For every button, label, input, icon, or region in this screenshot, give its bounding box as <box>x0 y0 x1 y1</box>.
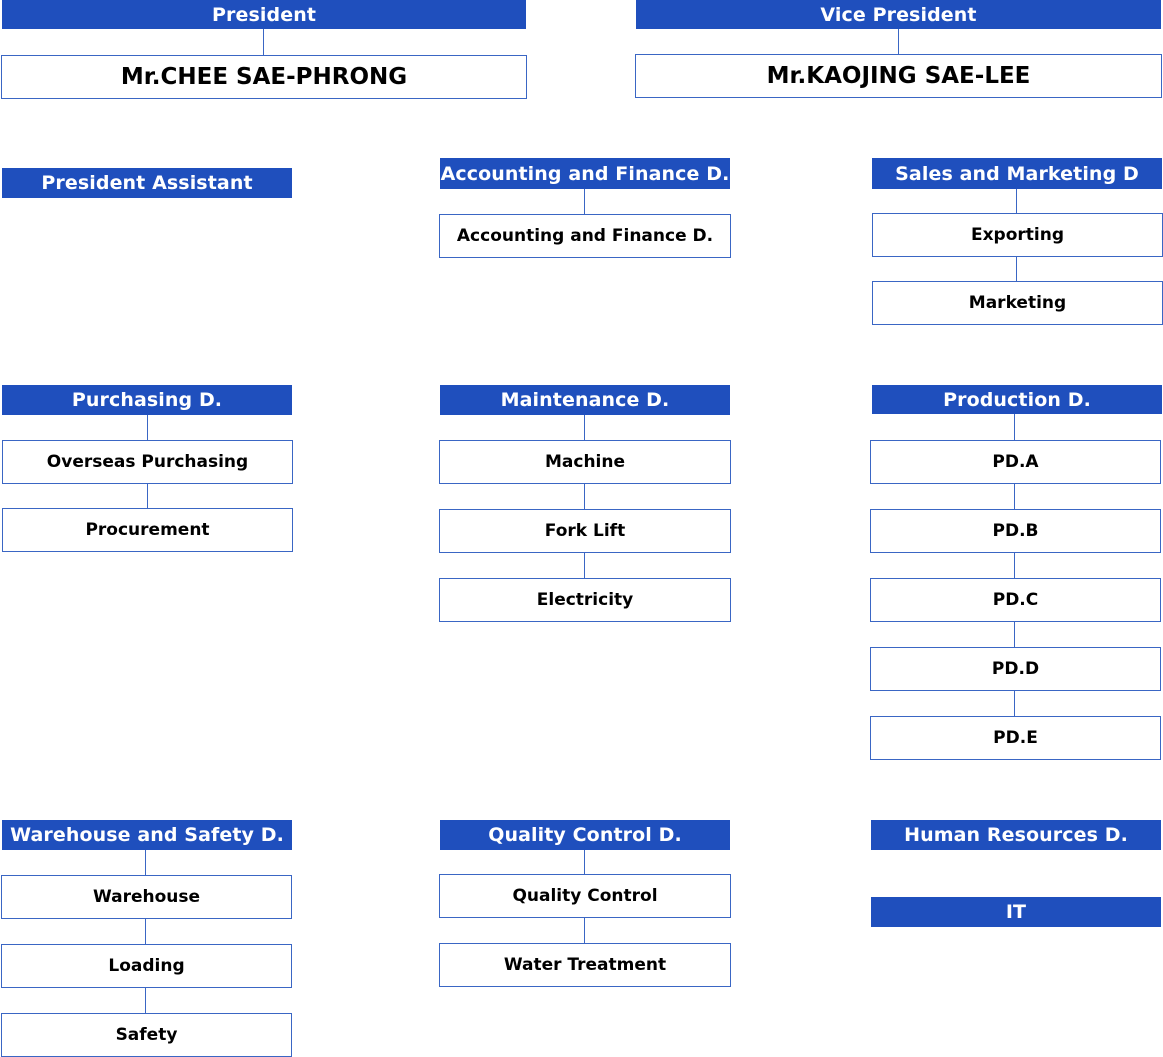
production-connector-3 <box>1014 553 1015 578</box>
production-header: Production D. <box>872 385 1162 414</box>
water-treatment-box: Water Treatment <box>439 943 731 987</box>
vice-president-name-box: Mr.KAOJING SAE-LEE <box>635 54 1162 98</box>
quality-control-box: Quality Control <box>439 874 731 918</box>
warehouse-safety-header: Warehouse and Safety D. <box>2 820 292 850</box>
loading-box: Loading <box>1 944 292 988</box>
production-connector-1 <box>1014 414 1015 440</box>
accounting-connector <box>584 189 585 214</box>
purchasing-connector-1 <box>147 415 148 440</box>
maintenance-connector-1 <box>584 415 585 440</box>
machine-box: Machine <box>439 440 731 484</box>
human-resources-header: Human Resources D. <box>871 820 1161 850</box>
production-connector-5 <box>1014 691 1015 716</box>
pd-d-box: PD.D <box>870 647 1161 691</box>
president-assistant-header: President Assistant <box>2 168 292 198</box>
sales-connector-2 <box>1016 257 1017 281</box>
purchasing-header: Purchasing D. <box>2 385 292 415</box>
accounting-finance-header: Accounting and Finance D. <box>440 158 730 189</box>
overseas-purchasing-box: Overseas Purchasing <box>2 440 293 484</box>
quality-connector-2 <box>584 918 585 943</box>
it-header: IT <box>871 897 1161 927</box>
president-header: President <box>2 0 526 29</box>
safety-box: Safety <box>1 1013 292 1057</box>
marketing-box: Marketing <box>872 281 1163 325</box>
warehouse-box: Warehouse <box>1 875 292 919</box>
pd-c-box: PD.C <box>870 578 1161 622</box>
pd-e-box: PD.E <box>870 716 1161 760</box>
warehouse-connector-1 <box>145 850 146 875</box>
purchasing-connector-2 <box>147 484 148 508</box>
sales-marketing-header: Sales and Marketing D <box>872 158 1162 189</box>
accounting-finance-unit-box: Accounting and Finance D. <box>439 214 731 258</box>
production-connector-4 <box>1014 622 1015 647</box>
warehouse-connector-3 <box>145 988 146 1013</box>
warehouse-connector-2 <box>145 919 146 944</box>
maintenance-connector-3 <box>584 553 585 578</box>
pd-b-box: PD.B <box>870 509 1161 553</box>
maintenance-header: Maintenance D. <box>440 385 730 415</box>
president-name-box: Mr.CHEE SAE-PHRONG <box>1 55 527 99</box>
quality-control-header: Quality Control D. <box>440 820 730 850</box>
production-connector-2 <box>1014 484 1015 509</box>
exporting-box: Exporting <box>872 213 1163 257</box>
pd-a-box: PD.A <box>870 440 1161 484</box>
electricity-box: Electricity <box>439 578 731 622</box>
quality-connector-1 <box>584 850 585 874</box>
fork-lift-box: Fork Lift <box>439 509 731 553</box>
vice-president-connector <box>898 29 899 54</box>
maintenance-connector-2 <box>584 484 585 509</box>
procurement-box: Procurement <box>2 508 293 552</box>
vice-president-header: Vice President <box>636 0 1161 29</box>
president-connector <box>263 29 264 55</box>
sales-connector-1 <box>1016 189 1017 213</box>
